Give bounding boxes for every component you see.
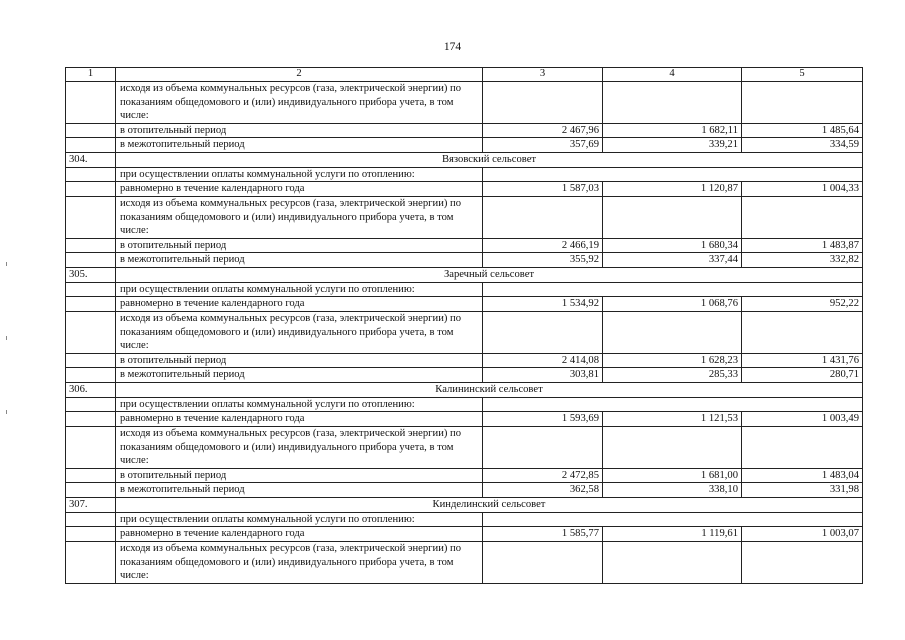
value-cell: 1 431,76 [742, 353, 863, 368]
section-title: Заречный сельсовет [116, 267, 863, 282]
empty-cell [603, 197, 742, 239]
value-cell: 1 682,11 [603, 123, 742, 138]
value-cell: 362,58 [483, 483, 603, 498]
table-row [66, 353, 863, 368]
row-label: при осуществлении оплаты коммунальной услуги по отоплению: [116, 512, 483, 527]
table-row [66, 197, 863, 239]
row-label: в отопительный период [116, 468, 483, 483]
value-cell: 1 121,53 [603, 412, 742, 427]
header-cell: 3 [483, 68, 603, 82]
empty-cell [66, 512, 116, 527]
table-row [66, 468, 863, 483]
table-row [66, 282, 863, 297]
empty-cell [66, 182, 116, 197]
table-row [66, 253, 863, 268]
row-label: равномерно в течение календарного года [116, 297, 483, 312]
empty-cell [66, 297, 116, 312]
row-label: в отопительный период [116, 123, 483, 138]
value-cell: 2 467,96 [483, 123, 603, 138]
value-cell: 1 120,87 [603, 182, 742, 197]
row-label: исходя из объема коммунальных ресурсов (газа, электрической энергии) по показаниям общедомового и (или) индивидуального прибора учета, в том числе: [116, 427, 483, 469]
value-cell: 332,82 [742, 253, 863, 268]
empty-cell [66, 412, 116, 427]
table-row [66, 123, 863, 138]
row-label: в межотопительный период [116, 253, 483, 268]
row-label: в отопительный период [116, 353, 483, 368]
empty-cell [742, 197, 863, 239]
page-number: 174 [443, 41, 462, 53]
empty-cell [483, 397, 863, 412]
value-cell: 952,22 [742, 297, 863, 312]
table-row [66, 483, 863, 498]
table-row [66, 182, 863, 197]
header-cell: 1 [66, 68, 116, 82]
empty-cell [483, 282, 863, 297]
empty-cell [66, 138, 116, 153]
row-label: в межотопительный период [116, 483, 483, 498]
value-cell: 1 534,92 [483, 297, 603, 312]
empty-cell [66, 282, 116, 297]
row-label: равномерно в течение календарного года [116, 182, 483, 197]
empty-cell [483, 427, 603, 469]
value-cell: 339,21 [603, 138, 742, 153]
row-label: в межотопительный период [116, 138, 483, 153]
section-title: Кинделинский сельсовет [116, 497, 863, 512]
table-row [66, 527, 863, 542]
empty-cell [66, 123, 116, 138]
value-cell: 2 414,08 [483, 353, 603, 368]
table-row [66, 312, 863, 354]
section-title: Калининский сельсовет [116, 382, 863, 397]
table-row [66, 512, 863, 527]
empty-cell [742, 82, 863, 124]
section-title: Вязовский сельсовет [116, 152, 863, 167]
table-row [66, 167, 863, 182]
empty-cell [483, 312, 603, 354]
value-cell: 1 483,04 [742, 468, 863, 483]
value-cell: 1 680,34 [603, 238, 742, 253]
value-cell: 280,71 [742, 368, 863, 383]
value-cell: 1 119,61 [603, 527, 742, 542]
table-row [66, 382, 863, 397]
empty-cell [66, 368, 116, 383]
table-row [66, 238, 863, 253]
value-cell: 337,44 [603, 253, 742, 268]
value-cell: 1 681,00 [603, 468, 742, 483]
table-row [66, 82, 863, 124]
value-cell: 331,98 [742, 483, 863, 498]
table-body [66, 82, 863, 584]
row-label: исходя из объема коммунальных ресурсов (газа, электрической энергии) по показаниям общедомового и (или) индивидуального прибора учета, в том числе: [116, 312, 483, 354]
empty-cell [66, 527, 116, 542]
header-cell: 5 [742, 68, 863, 82]
row-label: исходя из объема коммунальных ресурсов (газа, электрической энергии) по показаниям общедомового и (или) индивидуального прибора учета, в том числе: [116, 542, 483, 584]
table-row [66, 152, 863, 167]
header-cell: 2 [116, 68, 483, 82]
value-cell: 357,69 [483, 138, 603, 153]
empty-cell [66, 483, 116, 498]
row-label: в межотопительный период [116, 368, 483, 383]
margin-mark [6, 262, 7, 266]
margin-mark [6, 336, 7, 340]
empty-cell [66, 82, 116, 124]
empty-cell [483, 197, 603, 239]
empty-cell [603, 312, 742, 354]
value-cell: 355,92 [483, 253, 603, 268]
empty-cell [66, 353, 116, 368]
empty-cell [66, 253, 116, 268]
row-label: исходя из объема коммунальных ресурсов (газа, электрической энергии) по показаниям общедомового и (или) индивидуального прибора учета, в том числе: [116, 197, 483, 239]
table-row [66, 427, 863, 469]
empty-cell [603, 542, 742, 584]
empty-cell [742, 312, 863, 354]
empty-cell [483, 167, 863, 182]
value-cell: 1 628,23 [603, 353, 742, 368]
value-cell: 338,10 [603, 483, 742, 498]
section-number: 307. [66, 497, 116, 512]
section-number: 306. [66, 382, 116, 397]
empty-cell [66, 238, 116, 253]
value-cell: 2 466,19 [483, 238, 603, 253]
row-label: исходя из объема коммунальных ресурсов (газа, электрической энергии) по показаниям общедомового и (или) индивидуального прибора учета, в том числе: [116, 82, 483, 124]
section-number: 305. [66, 267, 116, 282]
value-cell: 1 068,76 [603, 297, 742, 312]
empty-cell [603, 427, 742, 469]
row-label: при осуществлении оплаты коммунальной услуги по отоплению: [116, 397, 483, 412]
value-cell: 334,59 [742, 138, 863, 153]
table-row [66, 368, 863, 383]
value-cell: 1 585,77 [483, 527, 603, 542]
row-label: при осуществлении оплаты коммунальной услуги по отоплению: [116, 167, 483, 182]
table-row [66, 497, 863, 512]
tariff-table [65, 67, 863, 584]
value-cell: 303,81 [483, 368, 603, 383]
row-label: равномерно в течение календарного года [116, 412, 483, 427]
empty-cell [483, 82, 603, 124]
table-row [66, 138, 863, 153]
empty-cell [66, 468, 116, 483]
empty-cell [603, 82, 742, 124]
value-cell: 1 003,49 [742, 412, 863, 427]
empty-cell [66, 427, 116, 469]
empty-cell [66, 397, 116, 412]
table-row [66, 267, 863, 282]
header-cell: 4 [603, 68, 742, 82]
value-cell: 1 485,64 [742, 123, 863, 138]
table-row [66, 542, 863, 584]
empty-cell [483, 512, 863, 527]
empty-cell [66, 542, 116, 584]
value-cell: 285,33 [603, 368, 742, 383]
empty-cell [742, 427, 863, 469]
header-row [66, 68, 863, 82]
value-cell: 1 004,33 [742, 182, 863, 197]
empty-cell [66, 197, 116, 239]
empty-cell [66, 312, 116, 354]
table-row [66, 412, 863, 427]
row-label: равномерно в течение календарного года [116, 527, 483, 542]
empty-cell [742, 542, 863, 584]
row-label: при осуществлении оплаты коммунальной услуги по отоплению: [116, 282, 483, 297]
table-row [66, 397, 863, 412]
value-cell: 1 003,07 [742, 527, 863, 542]
section-number: 304. [66, 152, 116, 167]
value-cell: 1 593,69 [483, 412, 603, 427]
value-cell: 1 483,87 [742, 238, 863, 253]
margin-mark [6, 410, 7, 414]
empty-cell [483, 542, 603, 584]
table-row [66, 297, 863, 312]
empty-cell [66, 167, 116, 182]
row-label: в отопительный период [116, 238, 483, 253]
value-cell: 2 472,85 [483, 468, 603, 483]
value-cell: 1 587,03 [483, 182, 603, 197]
